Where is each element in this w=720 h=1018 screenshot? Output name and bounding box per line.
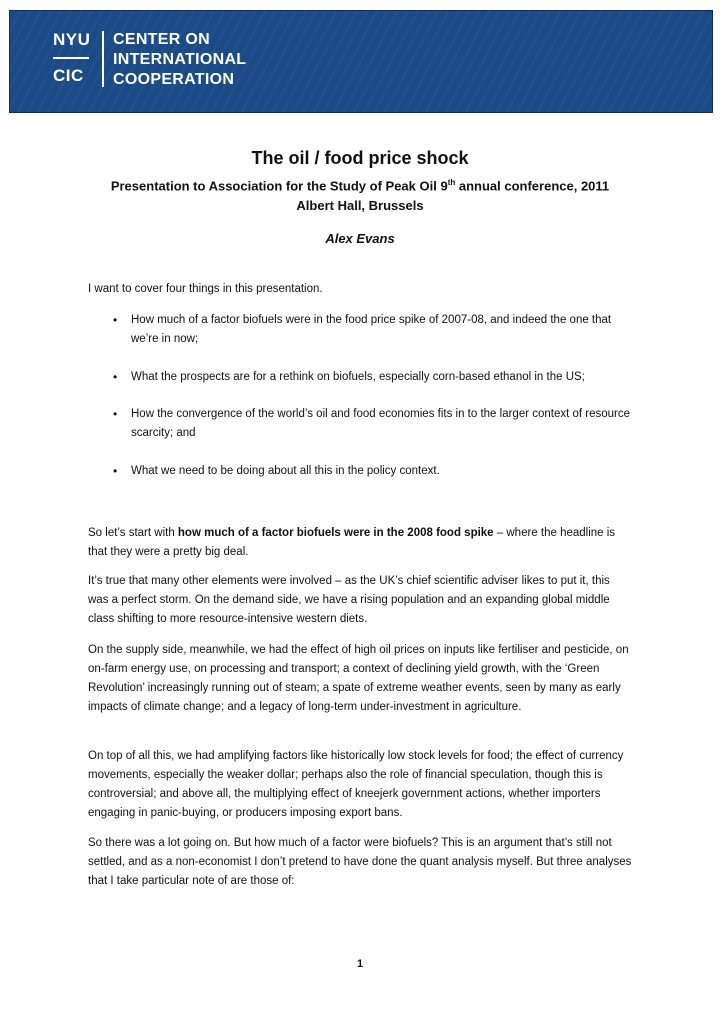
organization-name xyxy=(113,30,246,90)
page-number: 1 xyxy=(356,958,364,970)
document-subtitle xyxy=(0,173,720,216)
subtitle-event xyxy=(0,173,720,196)
paragraph-1-post: – where the headline is that they were a pretty big deal. xyxy=(88,527,616,558)
paragraph-supply-side: On the supply side, meanwhile, we had the effect of high oil prices on inputs like fertiliser and pesticide, on on-farm energy use, on processing and transport; a context of declining yield growth, with the ‘Green Revolution’ increasingly running out of steam; a spate of extreme weather events, seen by many as early impacts of climate change; and a legacy of long-term under-investment in agriculture. xyxy=(88,644,629,713)
organization-name-line1: CENTER ON xyxy=(113,31,210,48)
bullet-icon: • xyxy=(113,407,118,421)
bullet-item-1: How much of a factor biofuels were in the food price spike of 2007-08, and indeed the one that we’re in now; xyxy=(131,314,612,345)
subtitle-event-pre: Presentation to Association for the Study of Peak Oil 9 xyxy=(110,178,448,194)
paragraph-biofuels-analyses: So there was a lot going on. But how much of a factor were biofuels? This is an argument that’s still not settled, and as a non-economist I don’t pretend to have done the quant analysis myself. But three analyses that I take particular note of are those of: xyxy=(88,837,632,887)
bullet-icon: • xyxy=(113,313,118,327)
logo-cic-text: CIC xyxy=(53,66,84,85)
header-banner xyxy=(9,10,713,113)
logo-vertical-divider xyxy=(102,31,104,87)
bullet-item-2: What the prospects are for a rethink on biofuels, especially corn-based ethanol in the US; xyxy=(131,371,585,383)
subtitle-location: Albert Hall, Brussels xyxy=(296,198,424,214)
subtitle-event-post: annual conference, 2011 xyxy=(455,178,610,194)
bullet-item-3: How the convergence of the world’s oil and food economies fits in to the larger context of resource scarcity; and xyxy=(131,408,631,439)
paragraph-1-pre: So let’s start with xyxy=(88,527,178,539)
paragraph-biofuels-question xyxy=(88,524,633,562)
bullet-icon: • xyxy=(113,464,118,478)
intro-paragraph: I want to cover four things in this presentation. xyxy=(88,283,323,295)
organization-name-line3: COOPERATION xyxy=(113,71,235,88)
document-title: The oil / food price shock xyxy=(251,148,469,168)
paragraph-1-bold: how much of a factor biofuels were in the 2008 food spike xyxy=(177,527,494,539)
nyu-cic-logo xyxy=(53,31,95,85)
author-name: Alex Evans xyxy=(325,231,395,246)
bullet-item-4: What we need to be doing about all this in the policy context. xyxy=(131,465,440,477)
paragraph-perfect-storm: It’s true that many other elements were involved – as the UK’s chief scientific adviser likes to put it, this was a perfect storm. On the demand side, we have a rising population and an expanding global middle class shifting to more resource-intensive western diets. xyxy=(88,575,610,625)
organization-name-line2: INTERNATIONAL xyxy=(113,51,247,68)
subtitle-superscript: th xyxy=(447,178,456,187)
paragraph-amplifying-factors: On top of all this, we had amplifying factors like historically low stock levels for food; the effect of currency movements, especially the weaker dollar; perhaps also the role of financial speculation, though this is controversial; and above all, the multiplying effect of kneejerk government actions, whether importers engaging in panic-buying, or producers imposing export bans. xyxy=(88,750,624,819)
logo-divider xyxy=(53,57,89,59)
bullet-icon: • xyxy=(113,370,118,384)
logo-nyu-text: NYU xyxy=(53,30,91,49)
